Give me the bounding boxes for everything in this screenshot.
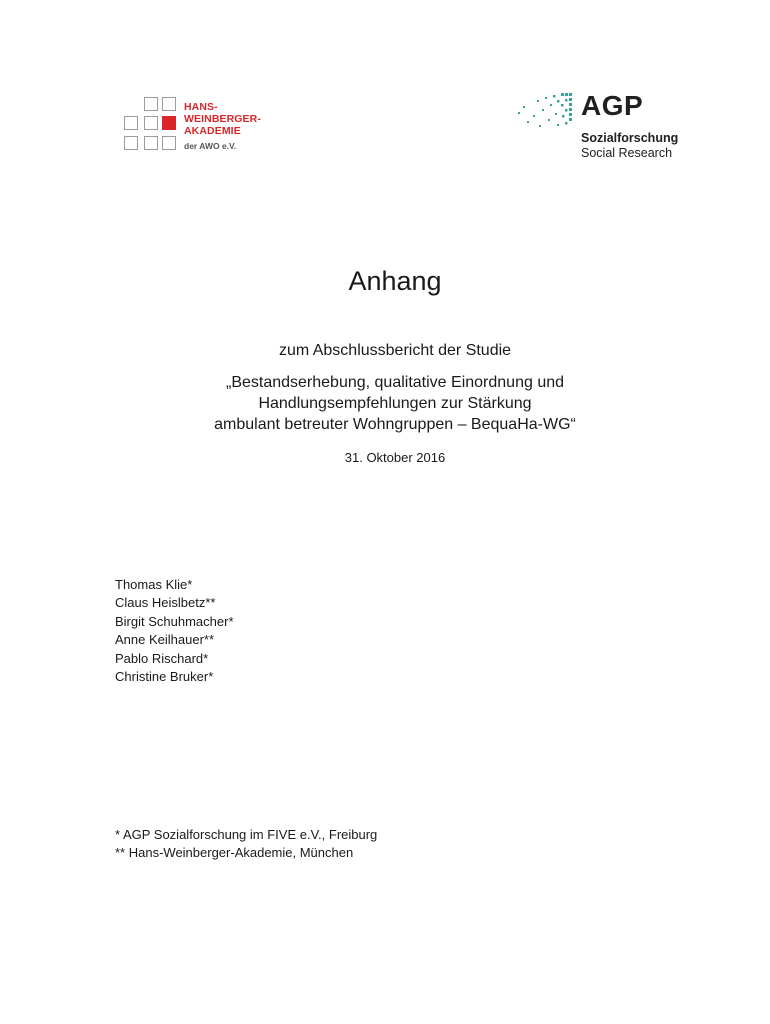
- hwa-logo-line: WEINBERGER-: [184, 113, 261, 125]
- hwa-logo: [122, 95, 282, 155]
- study-title: [0, 372, 770, 435]
- hwa-logo-text: [184, 101, 261, 152]
- document-subtitle: zum Abschlussbericht der Studie: [278, 342, 512, 359]
- agp-logo-subline-german: Sozialforschung: [581, 131, 679, 145]
- agp-logo-wordmark: AGP: [581, 90, 644, 121]
- study-title-line: ambulant betreuter Wohngruppen – BequaHa-WG“: [214, 416, 576, 433]
- agp-logo: [515, 90, 685, 162]
- hwa-logo-squares-icon: [122, 95, 180, 155]
- affiliation-note: * AGP Sozialforschung im FIVE e.V., Freiburg: [115, 827, 378, 842]
- hwa-logo-line: HANS-: [184, 101, 218, 113]
- document-date: 31. Oktober 2016: [344, 450, 446, 465]
- agp-dot-pattern-icon: [515, 90, 575, 130]
- document-title: Anhang: [348, 266, 442, 296]
- author-name: Birgit Schuhmacher*: [115, 613, 234, 629]
- author-name: Anne Keilhauer**: [115, 632, 215, 648]
- hwa-logo-line: AKADEMIE: [184, 125, 241, 137]
- affiliation-notes: [115, 826, 377, 863]
- author-name: Christine Bruker*: [115, 669, 214, 685]
- study-title-line: Handlungsempfehlungen zur Stärkung: [258, 395, 532, 412]
- affiliation-note: ** Hans-Weinberger-Akademie, München: [115, 845, 354, 861]
- author-name: Thomas Klie*: [115, 577, 193, 592]
- hwa-logo-subline: der AWO e.V.: [184, 141, 237, 151]
- study-title-line: „Bestandserhebung, qualitative Einordnung und: [225, 374, 565, 391]
- author-list: [115, 576, 234, 686]
- author-name: Pablo Rischard*: [115, 650, 209, 666]
- author-name: Claus Heislbetz**: [115, 595, 216, 611]
- agp-logo-subline-english: Social Research: [581, 146, 673, 160]
